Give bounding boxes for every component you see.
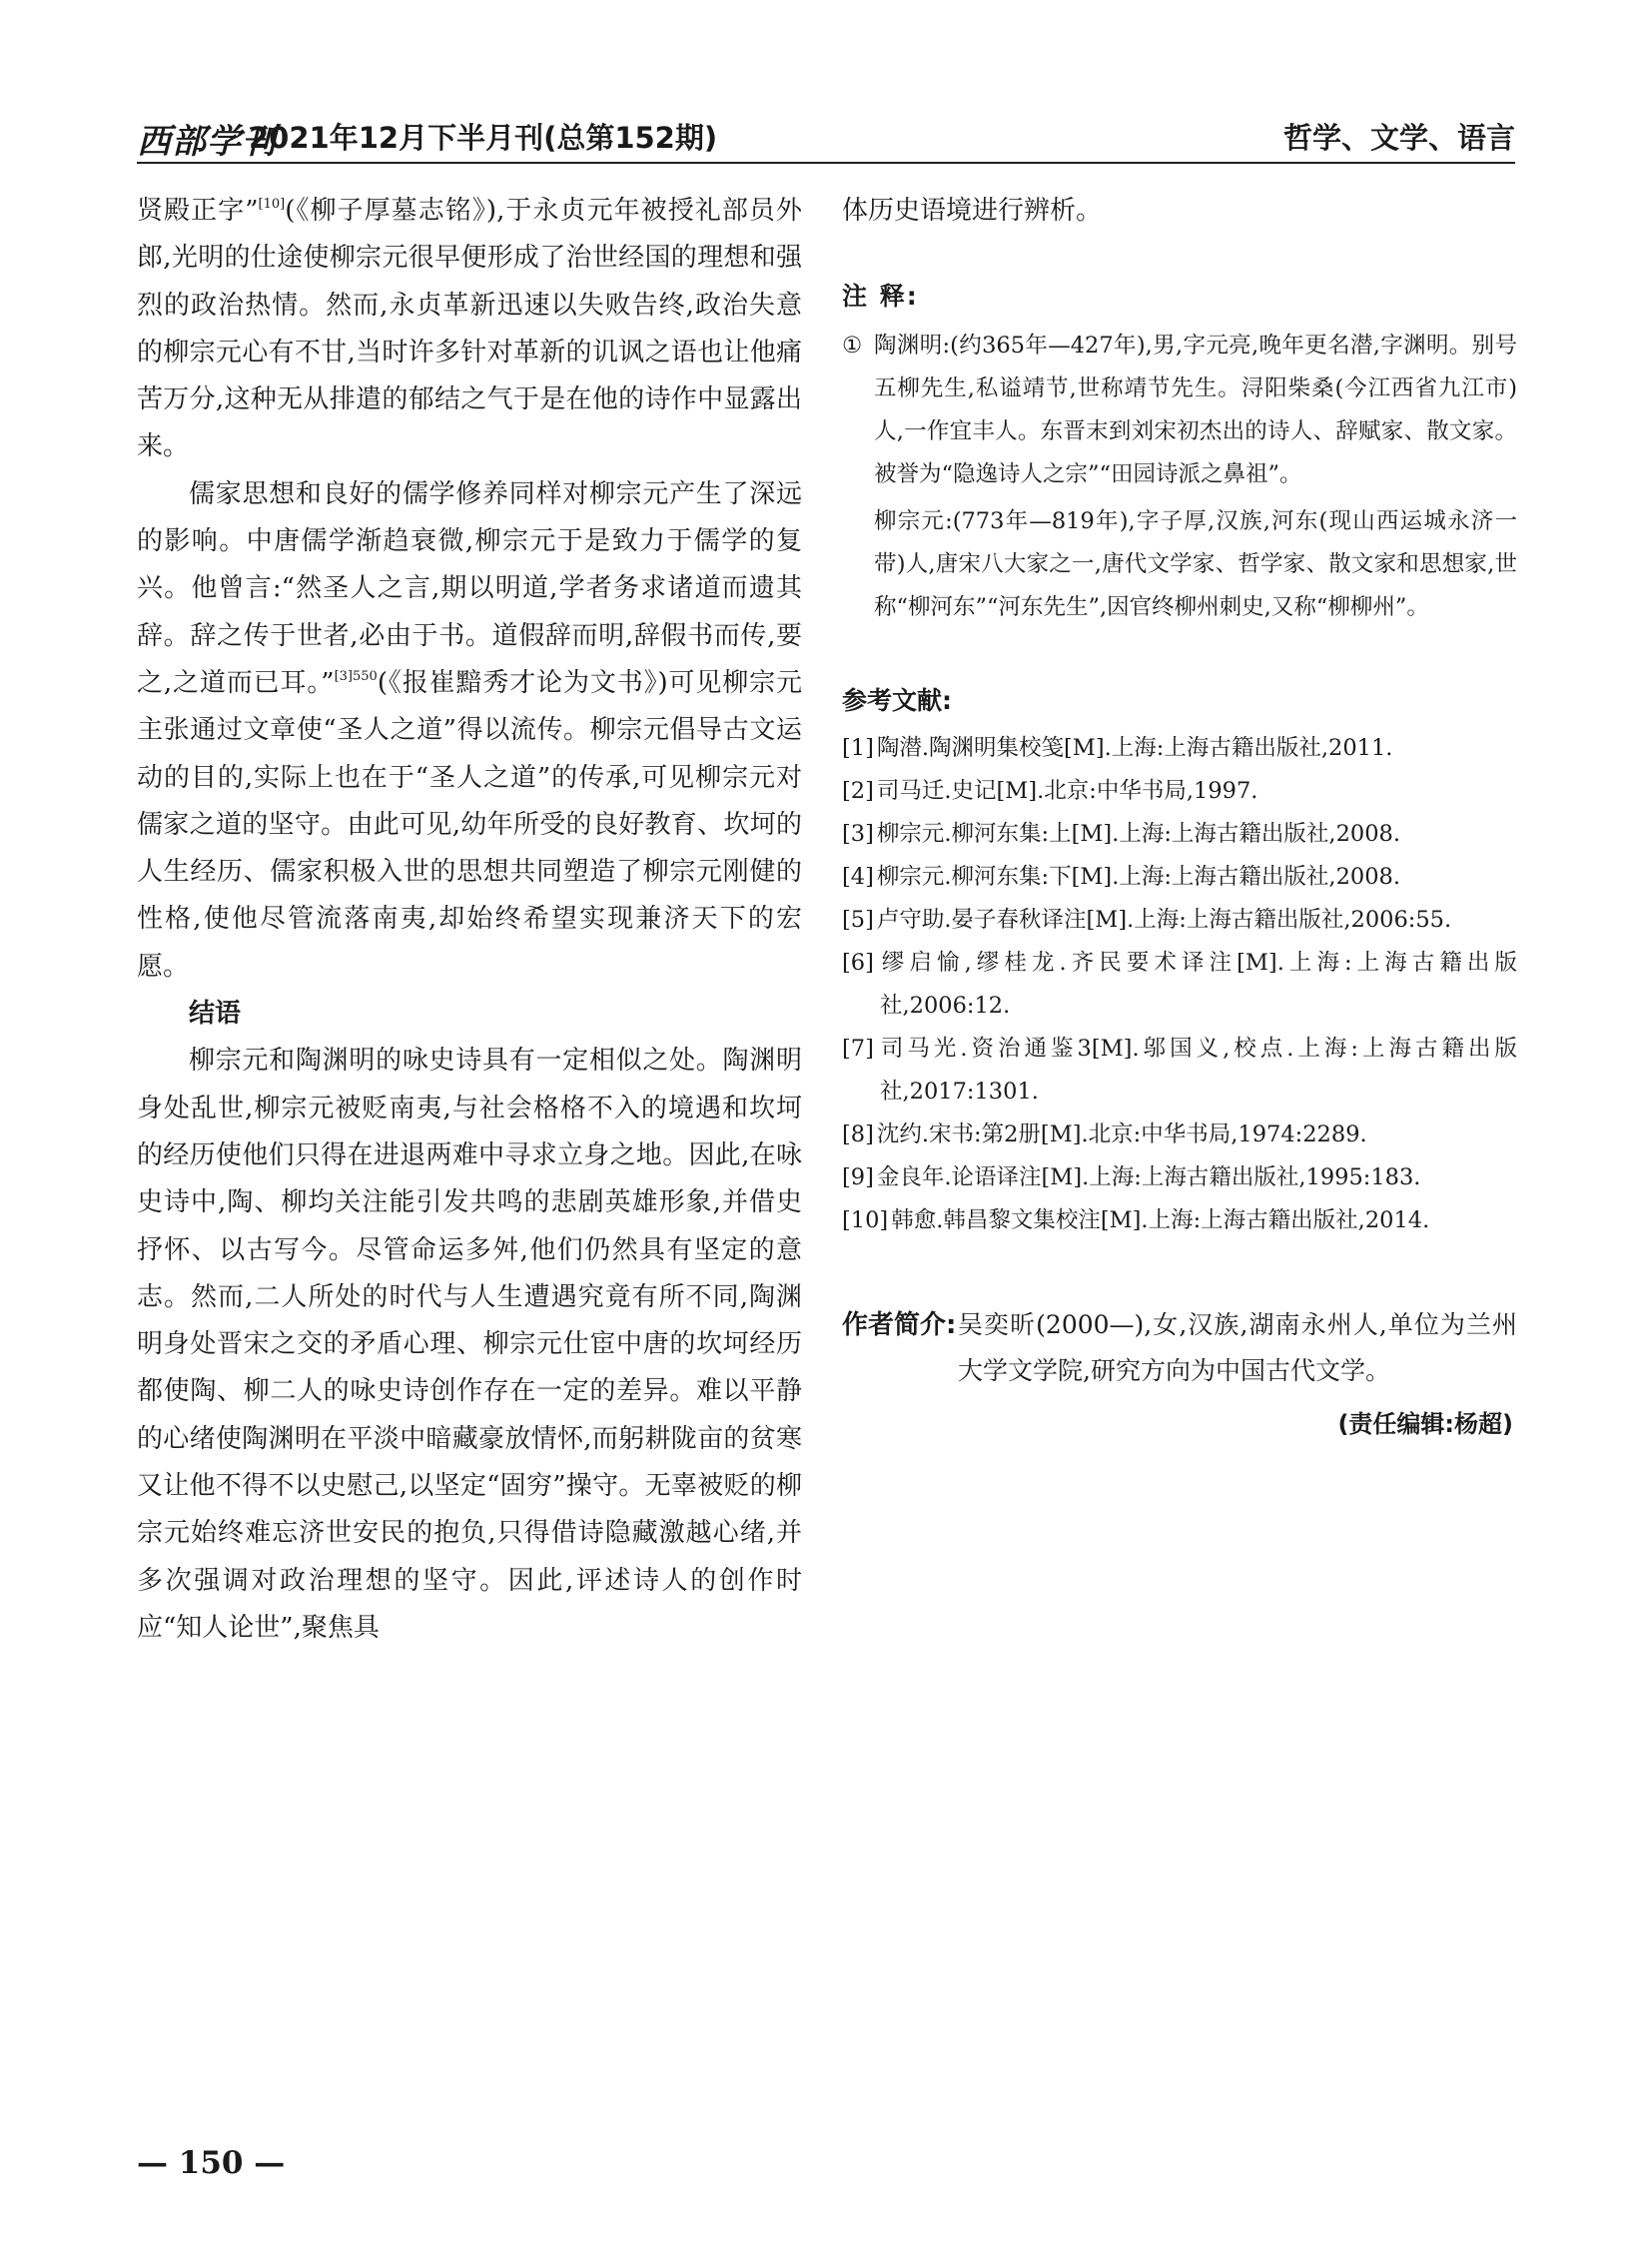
citation: [3]550 xyxy=(334,668,378,684)
editor-credit: (责任编辑:杨超) xyxy=(1337,1410,1513,1439)
author-text: 吴奕昕(2000—),女,汉族,湖南永州人,单位为兰州大学文学院,研究方向为中国古代文学。 xyxy=(958,1310,1517,1386)
note-marker: ① xyxy=(842,333,863,360)
conclusion-paragraph: 柳宗元和陶渊明的咏史诗具有一定相似之处。陶渊明身处乱世,柳宗元被贬南夷,与社会格格不入的境遇和坎坷的经历使他们只得在进退两难中寻求立身之地。因此,在咏史诗中,陶、柳均关注能引发共鸣的悲剧英雄形象,并借史抒怀、以古写今。尽管命运多舛,他们仍然具有坚定的意志。然而,二人所处的时代与人生遭遇究竟有所不同,陶渊明身处晋宋之交的矛盾心理、柳宗元仕宦中唐的坎坷经历都使陶、柳二人的咏史诗创作存在一定的差异。难以平静的心绪使陶渊明在平淡中暗藏豪放情怀,而躬耕陇亩的贫寒又让他不得不以史慰己,以坚定“固穷”操守。无辜被贬的柳宗元始终难忘济世安民的抱负,只得借诗隐藏激越心绪,并多次强调对政治理想的坚守。因此,评述诗人的创作时应“知人论世”,聚焦具 xyxy=(137,1046,802,1643)
reference-item: [4] 柳宗元.柳河东集:下[M].上海:上海古籍出版社,2008. xyxy=(842,864,1401,891)
author-bio xyxy=(842,1302,1517,1394)
reference-item: [5] 卢守助.晏子春秋译注[M].上海:上海古籍出版社,2006:55. xyxy=(842,907,1452,934)
reference-list xyxy=(842,727,1517,1242)
notes-title: 注 释: xyxy=(842,282,919,312)
note-2: 柳宗元:(773年—819年),字子厚,汉族,河东(现山西运城永济一带)人,唐宋八大家之一,唐代文学家、哲学家、散文家和思想家,世称“柳河东”“河东先生”,因官终柳州刺史,又称“柳柳州”。 xyxy=(874,508,1517,621)
body-paragraph-2: 儒家思想和良好的儒学修养同样对柳宗元产生了深远的影响。中唐儒学渐趋衰微,柳宗元于是致力于儒学的复兴。他曾言:“然圣人之言,期以明道,学者务求诸道而遗其辞。辞之传于世者,必由于书。道假辞而明,辞假书而传,要之,之道而已耳。”$^{[3]550}$(《报崔黯秀才论为文书》)可见柳宗元主张通过文章使“圣人之道”得以流传。柳宗元倡导古文运动的目的,实际上也在于“圣人之道”的传承,可见柳宗元对儒家之道的坚守。由此可见,幼年所受的良好教育、坎坷的人生经历、儒家积极入世的思想共同塑造了柳宗元刚健的性格,使他尽管流落南夷,却始终希望实现兼济天下的宏愿。 xyxy=(137,478,802,982)
header-rule xyxy=(137,162,1515,164)
conclusion-heading: 结语 xyxy=(189,999,242,1030)
issue-info: 2021年12月下半月刊(总第152期) xyxy=(249,121,718,155)
body-paragraph-continued: 体历史语境进行辨析。 xyxy=(842,196,1103,226)
reference-item: [6] 缪启愉,缪桂龙.齐民要术译注[M].上海:上海古籍出版社,2006:12. xyxy=(842,950,1517,1020)
journal-logo: 西部学刊 xyxy=(137,122,277,162)
page-number: — 150 — xyxy=(137,2145,286,2181)
reference-item: [1] 陶潜.陶渊明集校笺[M].上海:上海古籍出版社,2011. xyxy=(842,735,1393,762)
reference-item: [10] 韩愈.韩昌黎文集校注[M].上海:上海古籍出版社,2014. xyxy=(842,1207,1430,1234)
section-name: 哲学、文学、语言 xyxy=(1282,121,1515,155)
left-column xyxy=(137,188,802,1652)
body-paragraph-1: 贤殿正字”[10](《柳子厚墓志铭》),于永贞元年被授礼部员外郎,光明的仕途使柳宗元很早便形成了治世经国的理想和强烈的政治热情。然而,永贞革新迅速以失败告终,政治失意的柳宗元心有不甘,当时许多针对革新的讥讽之语也让他痛苦万分,这种无从排遣的郁结之气于是在他的诗作中显露出来。 xyxy=(137,196,802,462)
reference-item: [9] 金良年.论语译注[M].上海:上海古籍出版社,1995:183. xyxy=(842,1164,1421,1191)
citation: [10] xyxy=(258,197,286,212)
author-label: 作者简介: xyxy=(842,1310,957,1341)
reference-item: [2] 司马迁.史记[M].北京:中华书局,1997. xyxy=(842,778,1258,805)
reference-item: [8] 沈约.宋书:第2册[M].北京:中华书局,1974:2289. xyxy=(842,1121,1367,1148)
right-column xyxy=(842,188,1517,1439)
note-1: ① 陶渊明:(约365年—427年),男,字元亮,晚年更名潜,字渊明。别号五柳先生,私谥靖节,世称靖节先生。浔阳柴桑(今江西省九江市)人,一作宜丰人。东晋末到刘宋初杰出的诗人、辞赋家、散文家。被誉为“隐逸诗人之宗”“田园诗派之鼻祖”。 xyxy=(842,325,1517,496)
references-title: 参考文献: xyxy=(842,686,952,716)
reference-item: [3] 柳宗元.柳河东集:上[M].上海:上海古籍出版社,2008. xyxy=(842,821,1401,848)
reference-item: [7] 司马光.资治通鉴3[M].邬国义,校点.上海:上海古籍出版社,2017:1301. xyxy=(842,1036,1517,1106)
page-header xyxy=(137,110,1515,160)
